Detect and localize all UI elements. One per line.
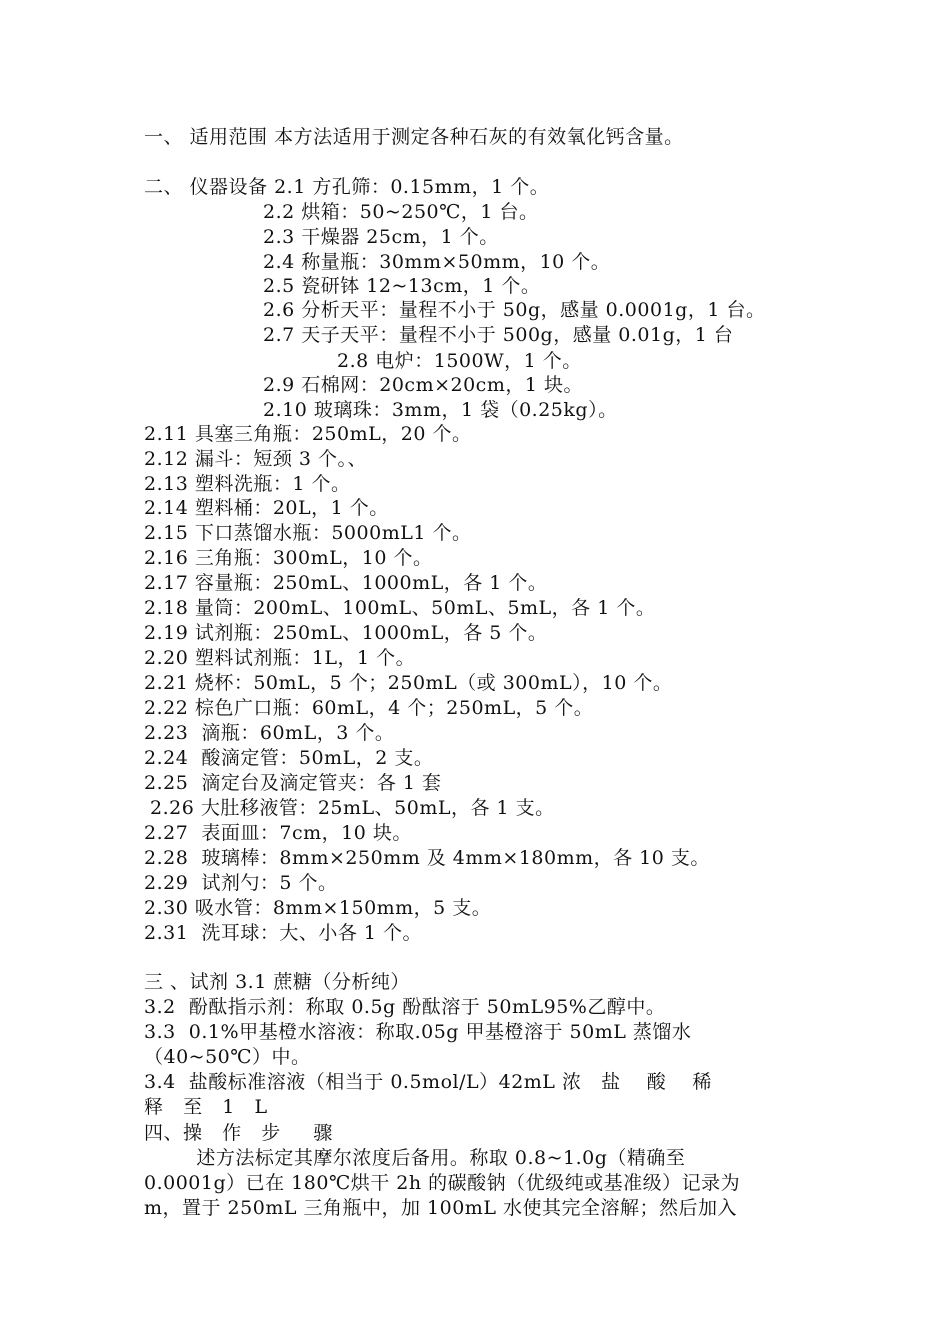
- list-item: 2.11 具塞三角瓶：250mL，20 个。: [144, 423, 472, 445]
- list-item: 2.25 滴定台及滴定管夹：各 1 套: [144, 772, 442, 794]
- procedure-text: 0.0001g）已在 180℃烘干 2h 的碳酸钠（优级纯或基准级）记录为: [144, 1172, 741, 1194]
- list-item: 2.16 三角瓶：300mL，10 个。: [144, 547, 433, 569]
- procedure-text: 述方法标定其摩尔浓度后备用。称取 0.8~1.0g（精确至: [144, 1147, 686, 1169]
- list-item: 2.15 下口蒸馏水瓶：5000mL1 个。: [144, 522, 472, 544]
- list-item: 2.4 称量瓶：30mm×50mm，10 个。: [263, 251, 611, 273]
- list-item: 2.27 表面皿：7cm，10 块。: [144, 822, 412, 844]
- list-item: 2.29 试剂勺：5 个。: [144, 872, 338, 894]
- section-procedure-heading: 四、操 作 步 骤: [144, 1122, 333, 1144]
- list-item: 2.6 分析天平：量程不小于 50g，感量 0.0001g，1 台。: [263, 299, 766, 321]
- list-item: 2.3 干燥器 25cm，1 个。: [263, 226, 499, 248]
- list-item: 2.7 天子天平：量程不小于 500g，感量 0.01g，1 台: [263, 324, 734, 346]
- list-item: 2.31 洗耳球：大、小各 1 个。: [144, 922, 423, 944]
- reagent-item: 3.3 0.1%甲基橙水溶液：称取.05g 甲基橙溶于 50mL 蒸馏水: [144, 1021, 692, 1043]
- list-item: 2.5 瓷研钵 12~13cm，1 个。: [263, 275, 541, 297]
- section-equipment-heading: 二、 仪器设备 2.1 方孔筛：0.15mm，1 个。: [144, 176, 550, 198]
- list-item: 2.23 滴瓶：60mL，3 个。: [144, 722, 395, 744]
- reagent-item: （40~50℃）中。: [144, 1046, 311, 1068]
- procedure-text: m，置于 250mL 三角瓶中，加 100mL 水使其完全溶解；然后加入: [144, 1197, 737, 1219]
- list-item: 2.13 塑料洗瓶：1 个。: [144, 473, 351, 495]
- list-item: 2.19 试剂瓶：250mL、1000mL，各 5 个。: [144, 622, 548, 644]
- list-item: 2.10 玻璃珠：3mm，1 袋（0.25kg）。: [263, 399, 618, 421]
- list-item: 2.12 漏斗：短颈 3 个。、: [144, 448, 368, 470]
- reagent-item: 释 至 1 L: [144, 1096, 268, 1118]
- list-item: 2.21 烧杯：50mL，5 个；250mL（或 300mL），10 个。: [144, 672, 673, 694]
- reagent-item: 3.4 盐酸标准溶液（相当于 0.5mol/L）42mL 浓 盐 酸 稀: [144, 1071, 712, 1093]
- section-scope: 一、 适用范围 本方法适用于测定各种石灰的有效氧化钙含量。: [144, 126, 684, 148]
- list-item: 2.14 塑料桶：20L，1 个。: [144, 497, 389, 519]
- reagent-item: 3.2 酚酞指示剂：称取 0.5g 酚酞溶于 50mL95%乙醇中。: [144, 996, 666, 1018]
- list-item: 2.26 大肚移液管：25mL、50mL，各 1 支。: [150, 797, 555, 819]
- list-item: 2.24 酸滴定管：50mL，2 支。: [144, 747, 434, 769]
- list-item: 2.28 玻璃棒：8mm×250mm 及 4mm×180mm，各 10 支。: [144, 847, 710, 869]
- list-item: 2.18 量筒：200mL、100mL、50mL、5mL，各 1 个。: [144, 597, 656, 619]
- list-item: 2.30 吸水管：8mm×150mm，5 支。: [144, 897, 492, 919]
- list-item: 2.9 石棉网：20cm×20cm，1 块。: [263, 374, 583, 396]
- list-item: 2.2 烘箱：50~250℃，1 台。: [263, 201, 539, 223]
- list-item: 2.22 棕色广口瓶：60mL，4 个；250mL，5 个。: [144, 697, 594, 719]
- list-item: 2.20 塑料试剂瓶：1L，1 个。: [144, 647, 416, 669]
- list-item: 2.8 电炉：1500W，1 个。: [337, 350, 582, 372]
- list-item: 2.17 容量瓶：250mL、1000mL，各 1 个。: [144, 572, 548, 594]
- section-reagents-heading: 三 、试剂 3.1 蔗糖（分析纯）: [144, 971, 410, 993]
